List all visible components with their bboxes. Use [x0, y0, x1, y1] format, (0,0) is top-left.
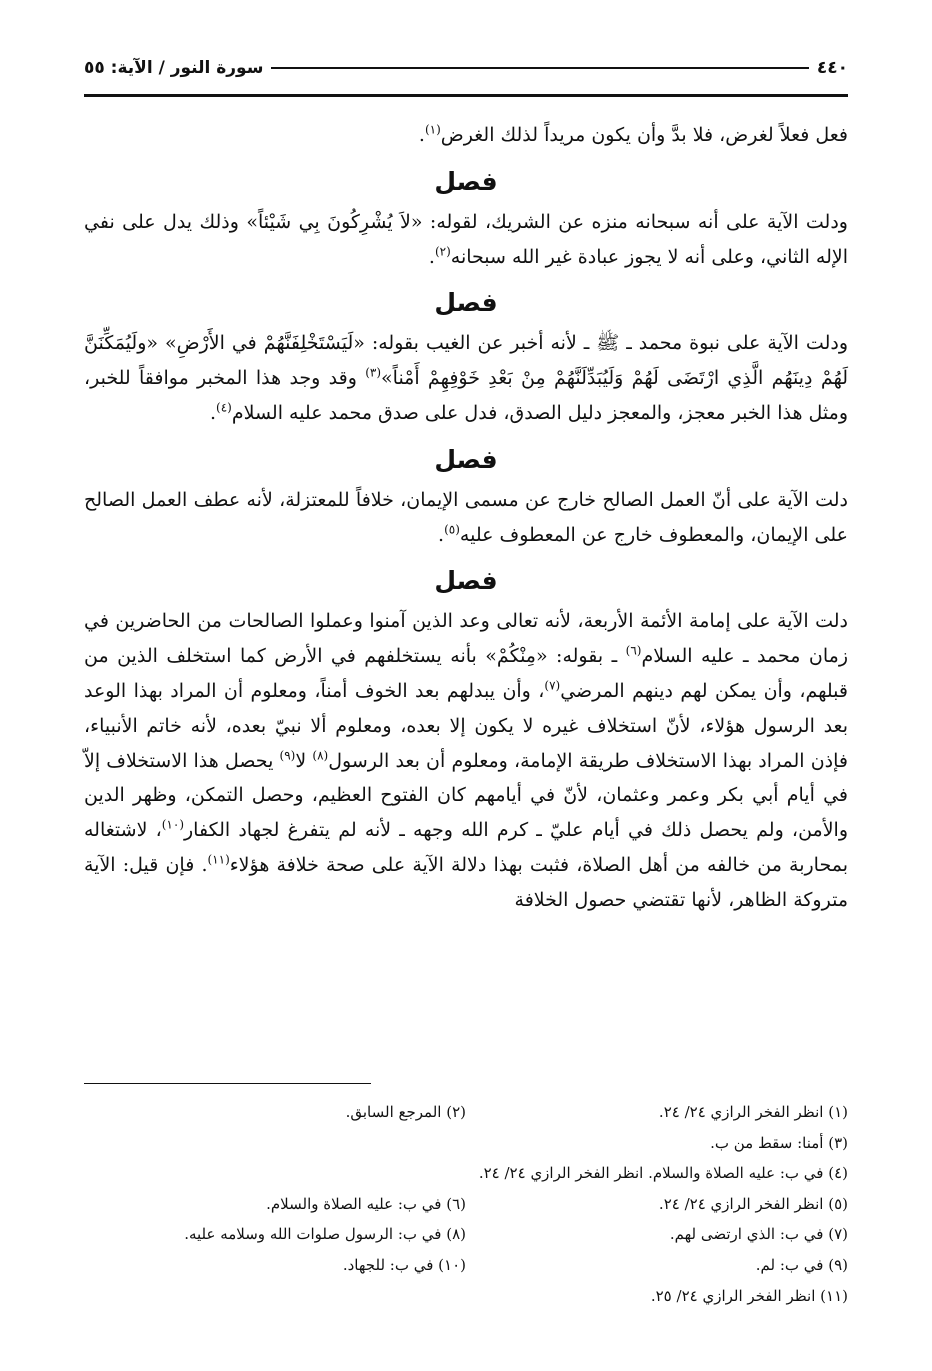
footnote-row [84, 1250, 848, 1281]
footnote-row [84, 1097, 848, 1128]
footnotes [84, 1097, 848, 1311]
footnote-11: (١١) انظر الفخر الرازي ٢٤/ ٢٥. [650, 1286, 848, 1305]
section-heading: فصل [434, 444, 498, 474]
page-number: ٤٤٠ [816, 58, 848, 78]
footnote-ref[interactable]: (٩) [279, 748, 296, 763]
footnote-ref[interactable]: (١١) [207, 852, 230, 867]
footnote-9: (٩) في ب: لم. [755, 1255, 848, 1274]
section-paragraph: دلت الآية على إمامة الأئمة الأربعة، لأنه تعالى وعد الذين آمنوا وعملوا الصالحات من الحاضرين في زمان محمد ـ عليه السلام$^{(٦)}$ ـ بقوله: «مِنْكُمْ» بأنه يستخلفهم في الأرض كما استخلف الذين من قبلهم، وأن يمكن لهم دينهم المرضي$^{(٧)}$، وأن يبدلهم بعد الخوف أمناً، ومعلوم أن المراد بهذا الوعد بعد الرسول هؤلاء، لأنّ استخلاف غيره لا يكون إلا بعده، ومعلوم ألا نبيّ بعده، لأنه خاتم الأنبياء، فإذن المراد بهذا الاستخلاف طريقة الإمامة، ومعلوم أن بعد الرسول$^{(٨)}$ لا$^{(٩)}$ يحصل هذا الاستخلاف إلاّ في أيام أبي بكر وعمر وعثمان، لأنّ في أيامهم كان الفتوح العظيم، وحصل التمكن، وظهر الدين والأمن، ولم يحصل ذلك في أيام عليّ ـ كرم الله وجهه ـ لأنه لم يتفرغ لجهاد الكفار$^{(١٠)}$، لاشتغاله بمحاربة من خالفه من أهل الصلاة، فثبت بهذا دلالة الآية على صحة خلافة هؤلاء$^{(١١)}$. فإن قيل: الآية متروكة الظاهر، لأنها تقتضي حصول الخلافة [84, 610, 848, 911]
footnote-5: (٥) انظر الفخر الرازي ٢٤/ ٢٤. [658, 1194, 848, 1213]
footnote-row [84, 1219, 848, 1250]
footnote-ref[interactable]: (٥) [444, 522, 460, 537]
section-paragraph: ودلت الآية على أنه سبحانه منزه عن الشريك، لقوله: «لاَ يُشْرِكُونَ بِي شَيْئاً» وذلك يدل على نفي الإله الثاني، وعلى أنه لا يجوز عبادة غير الله سبحانه$^{(٢)}$. [84, 210, 848, 268]
section-paragraph: دلت الآية على أنّ العمل الصالح خارج عن مسمى الإيمان، خلافاً للمعتزلة، لأنه عطف العمل الصالح على الإيمان، والمعطوف خارج عن المعطوف عليه$^{(٥)}$. [84, 488, 848, 546]
footnote-8: (٨) في ب: الرسول صلوات الله وسلامه عليه. [184, 1225, 466, 1244]
footnote-6: (٦) في ب: عليه الصلاة والسلام. [266, 1194, 466, 1213]
running-title: سورة النور / الآية: ٥٥ [84, 58, 264, 78]
footnote-row [84, 1158, 848, 1189]
section-heading: فصل [434, 166, 498, 196]
section-heading: فصل [434, 566, 498, 596]
footnote-ref[interactable]: (١) [424, 122, 441, 137]
footnote-ref[interactable]: (٦) [625, 643, 642, 658]
header-rule [271, 67, 808, 69]
footnote-3: (٣) أمنا: سقط من ب. [710, 1133, 848, 1152]
header-divider [84, 94, 848, 97]
footnote-separator [84, 1083, 371, 1084]
footnote-1: (١) انظر الفخر الرازي ٢٤/ ٢٤. [658, 1103, 848, 1121]
footnote-7: (٧) في ب: الذي ارتضى لهم. [669, 1225, 848, 1244]
footnote-ref[interactable]: (٧) [544, 678, 561, 693]
footnote-row [84, 1189, 848, 1220]
opening-paragraph: فعل فعلاً لغرض، فلا بدَّ وأن يكون مريداً لذلك الغرض$^{(١)}$. [418, 122, 848, 146]
footnote-ref[interactable]: (٤) [216, 400, 232, 415]
section-heading: فصل [434, 288, 498, 318]
footnote-2: (٢) المرجع السابق. [345, 1103, 466, 1121]
running-header [84, 54, 848, 82]
footnote-ref[interactable]: (٢) [434, 244, 451, 259]
footnote-ref[interactable]: (١٠) [161, 817, 184, 832]
footnote-10: (١٠) في ب: للجهاد. [342, 1255, 466, 1274]
section-paragraph: ودلت الآية على نبوة محمد ـ ﷺ ـ لأنه أخبر عن الغيب بقوله: «لَيَسْتَخْلِفَنَّهُمْ في الأَرْضِ» «ولَيُمَكِّنَنَّ لَهُمْ دِينَهُم الَّذِي ارْتَضَى لَهُمْ وَلَيُبَدِّلَنَّهُمْ مِنْ بَعْدِ خَوْفِهِمْ أَمْناً»$^{(٣)}$ وقد وجد هذا المخبر موافقاً للخبر، ومثل هذا الخبر معجز، والمعجز دليل الصدق، فدل على صدق محمد عليه السلام$^{(٤)}$. [84, 332, 849, 424]
footnote-ref[interactable]: (٨) [312, 748, 329, 763]
footnote-row [84, 1128, 848, 1159]
main-text [84, 118, 848, 918]
footnote-ref[interactable]: (٣) [365, 365, 382, 380]
footnote-row [84, 1281, 848, 1312]
footnote-4: (٤) في ب: عليه الصلاة والسلام. انظر الفخر الرازي ٢٤/ ٢٤. [478, 1164, 848, 1183]
